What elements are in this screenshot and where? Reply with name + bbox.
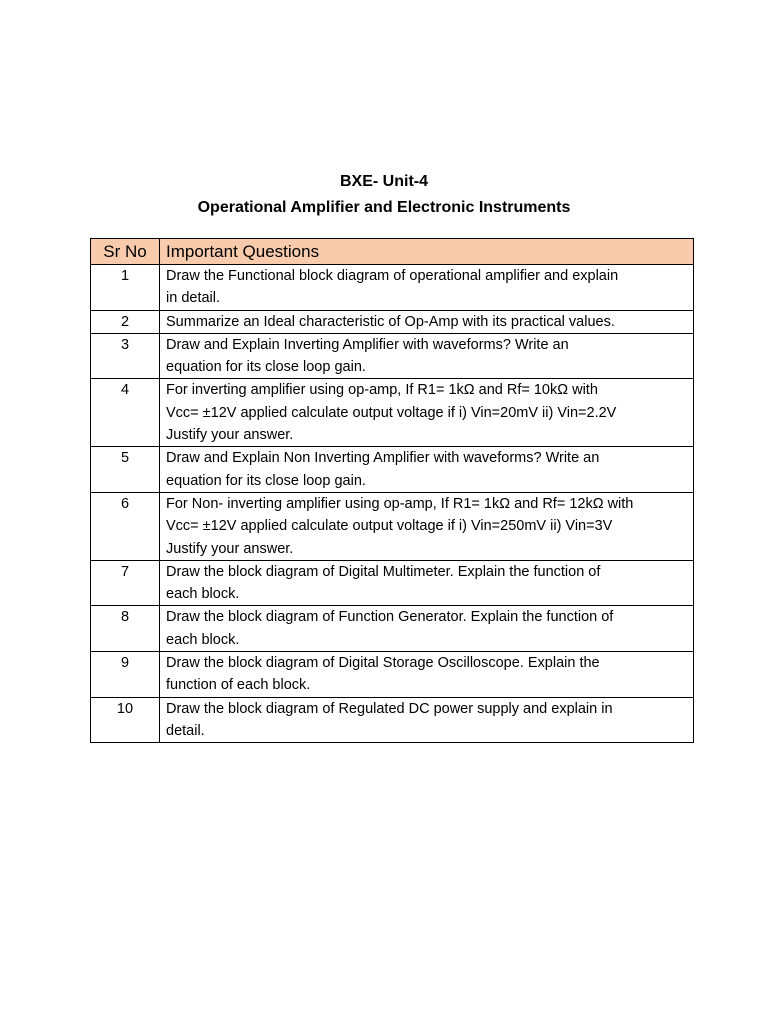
row-question: Draw the block diagram of Regulated DC power supply and explain in detail. [160, 697, 694, 743]
row-number: 1 [91, 265, 160, 311]
row-number: 9 [91, 652, 160, 698]
row-question: Draw and Explain Non Inverting Amplifier with waveforms? Write an equation for its close loop gain. [160, 447, 694, 493]
row-question: Summarize an Ideal characteristic of Op-Amp with its practical values. [160, 310, 694, 333]
row-number: 5 [91, 447, 160, 493]
row-question: For inverting amplifier using op-amp, If R1= 1kΩ and Rf= 10kΩ with Vcc= ±12V applied calculate output voltage if i) Vin=20mV ii) Vin=2.2V Justify your answer. [160, 379, 694, 447]
row-number: 3 [91, 333, 160, 379]
table-row [91, 265, 694, 311]
document-title-unit: BXE- Unit-4 [340, 173, 428, 190]
questions-table [90, 238, 694, 743]
header-important-questions: Important Questions [160, 239, 694, 265]
row-number: 2 [91, 310, 160, 333]
table-row [91, 560, 694, 606]
row-question: Draw the block diagram of Digital Storage Oscilloscope. Explain the function of each block. [160, 652, 694, 698]
row-number: 6 [91, 492, 160, 560]
row-number: 7 [91, 560, 160, 606]
row-number: 4 [91, 379, 160, 447]
table-header-row [91, 239, 694, 265]
table-row [91, 447, 694, 493]
table-row [91, 333, 694, 379]
table-row [91, 697, 694, 743]
document-title-subject: Operational Amplifier and Electronic Instruments [197, 199, 571, 216]
row-question: Draw and Explain Inverting Amplifier with waveforms? Write an equation for its close loop gain. [160, 333, 694, 379]
header-sr-no: Sr No [91, 239, 160, 265]
table-row [91, 379, 694, 447]
row-question: For Non- inverting amplifier using op-amp, If R1= 1kΩ and Rf= 12kΩ with Vcc= ±12V applied calculate output voltage if i) Vin=250mV ii) Vin=3V Justify your answer. [160, 492, 694, 560]
row-question: Draw the block diagram of Digital Multimeter. Explain the function of each block. [160, 560, 694, 606]
row-number: 10 [91, 697, 160, 743]
table-row [91, 652, 694, 698]
table-row [91, 606, 694, 652]
table-row [91, 492, 694, 560]
row-question: Draw the Functional block diagram of operational amplifier and explain in detail. [160, 265, 694, 311]
row-question: Draw the block diagram of Function Generator. Explain the function of each block. [160, 606, 694, 652]
table-row [91, 310, 694, 333]
row-number: 8 [91, 606, 160, 652]
